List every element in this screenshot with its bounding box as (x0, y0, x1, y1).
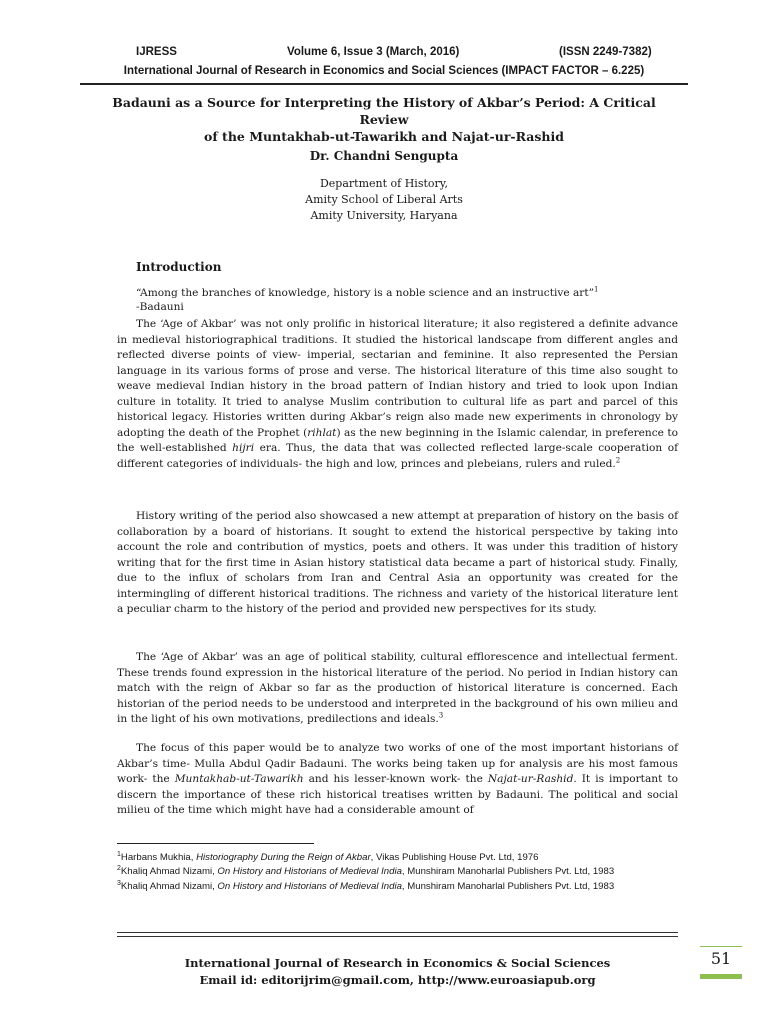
header-rule (80, 83, 688, 85)
affiliation-line: Department of History, (319, 177, 449, 190)
footnotes (117, 851, 678, 894)
footnote: $^2$Khaliq Ahmad Nizami, On History and Historians of Medieval India, Munshiram Manoharlal Publishers Pvt. Ltd, 1983 (117, 865, 615, 878)
body-text (117, 317, 678, 472)
page-number-accent (700, 974, 742, 979)
body-text (117, 650, 678, 728)
footnote-rule (117, 843, 314, 844)
journal-abbr: IJRESS (136, 46, 177, 58)
affiliation (0, 176, 768, 224)
epigraph-text: “Among the branches of knowledge, history is a noble science and an instructive art” (136, 287, 595, 299)
paragraph-4: The focus of this paper would be to analyze two works of one of the most important historians of Akbar’s time- Mulla Abdul Qadir Badauni. The works being taken up for analysis are his most famous work- the Muntakhab-ut-Tawarikh and his lesser-known work- the Najat-ur-Rashid. It is important to discern the importance of these rich historical treatises written by Badauni. The political and social milieu of the time which might have had a considerable amount of (117, 742, 678, 816)
journal-full-title: International Journal of Research in Economics and Social Sciences (IMPACT FACTOR – 6.225) (123, 65, 645, 77)
author-name: Dr. Chandni Sengupta (309, 149, 459, 163)
footnote-ref[interactable]: 2 (615, 455, 621, 464)
paragraph-2: History writing of the period also showcased a new attempt at preparation of history on the basis of collaboration by a board of historians. It sought to extend the historical perspective by taking into account the role and contribution of mystics, poets and others. It was under this tradition of history writing that for the first time in Asian history statistical data became a part of historical study. Finally, due to the influx of scholars from Iran and Central Asia an opportunity was created for the intermingling of different historical traditions. The richness and variety of the historical literature lent a peculiar charm to the history of the period and provided new perspectives for its study. (117, 510, 678, 615)
page-number-line (700, 946, 742, 947)
page-footer (117, 955, 678, 989)
running-header (0, 46, 768, 62)
epigraph-attribution: -Badauni (136, 301, 184, 313)
section-heading: Introduction (136, 260, 222, 274)
title-line-2: of the Muntakhab-ut-Tawarikh and Najat-ur-Rashid (203, 129, 565, 144)
footnote-ref[interactable]: 1 (594, 285, 599, 294)
title-line-1: Badauni as a Source for Interpreting the History of Akbar’s Period: A Critical Review (112, 95, 656, 127)
affiliation-line: Amity University, Haryana (310, 209, 458, 222)
paper-title (90, 94, 678, 145)
footer-journal: International Journal of Research in Economics & Social Sciences (184, 956, 611, 970)
footnote: $^1$Harbans Mukhia, Historiography During the Reign of Akbar, Vikas Publishing House Pvt. Ltd, 1976 (117, 850, 539, 863)
footnote-ref[interactable]: 3 (438, 711, 444, 720)
page-number: 51 (710, 949, 732, 968)
volume-info: Volume 6, Issue 3 (March, 2016) (287, 46, 460, 58)
body-text (117, 509, 678, 618)
affiliation-line: Amity School of Liberal Arts (305, 193, 463, 206)
footer-rule (117, 932, 678, 937)
paragraph-3: The ‘Age of Akbar’ was an age of political stability, cultural efflorescence and intellectual ferment. These trends found expression in the historical literature of the period. No period in Indian history can match with the reign of Akbar so far as the production of historical literature is concerned. Each historian of the period needs to be understood and interpreted in the background of his own milieu and in the light of his own motivations, predilections and ideals.$^3$ (117, 651, 678, 725)
footer-contact[interactable]: Email id: editorijrim@gmail.com, http://www.euroasiapub.org (199, 973, 596, 987)
epigraph (136, 286, 599, 314)
footnote: $^3$Khaliq Ahmad Nizami, On History and Historians of Medieval India, Munshiram Manoharlal Publishers Pvt. Ltd, 1983 (117, 879, 615, 892)
body-text (117, 741, 678, 819)
issn: (ISSN 2249-7382) (559, 46, 652, 58)
paragraph-1: The ‘Age of Akbar’ was not only prolific in historical literature; it also registered a definite advance in medieval historiographical traditions. It studied the historical landscape from different angles and reflected diverse points of view- imperial, sectarian and feminine. It also represented the Persian language in its various forms of prose and verse. The historical literature of this time also sought to weave medieval Indian history in the broad pattern of Indian history and tried to look upon Indian culture in totality. It tried to analyse Muslim contribution to cultural life as part and parcel of this historical legacy. Histories written during Akbar’s reign also made new experiments in chronology by adopting the death of the Prophet (rihlat) as the new beginning in the Islamic calendar, in preference to the well-established hijri era. Thus, the data that was collected reflected large-scale cooperation of different categories of individuals- the high and low, princes and plebeians, rulers and ruled.$^2$ (117, 318, 678, 470)
